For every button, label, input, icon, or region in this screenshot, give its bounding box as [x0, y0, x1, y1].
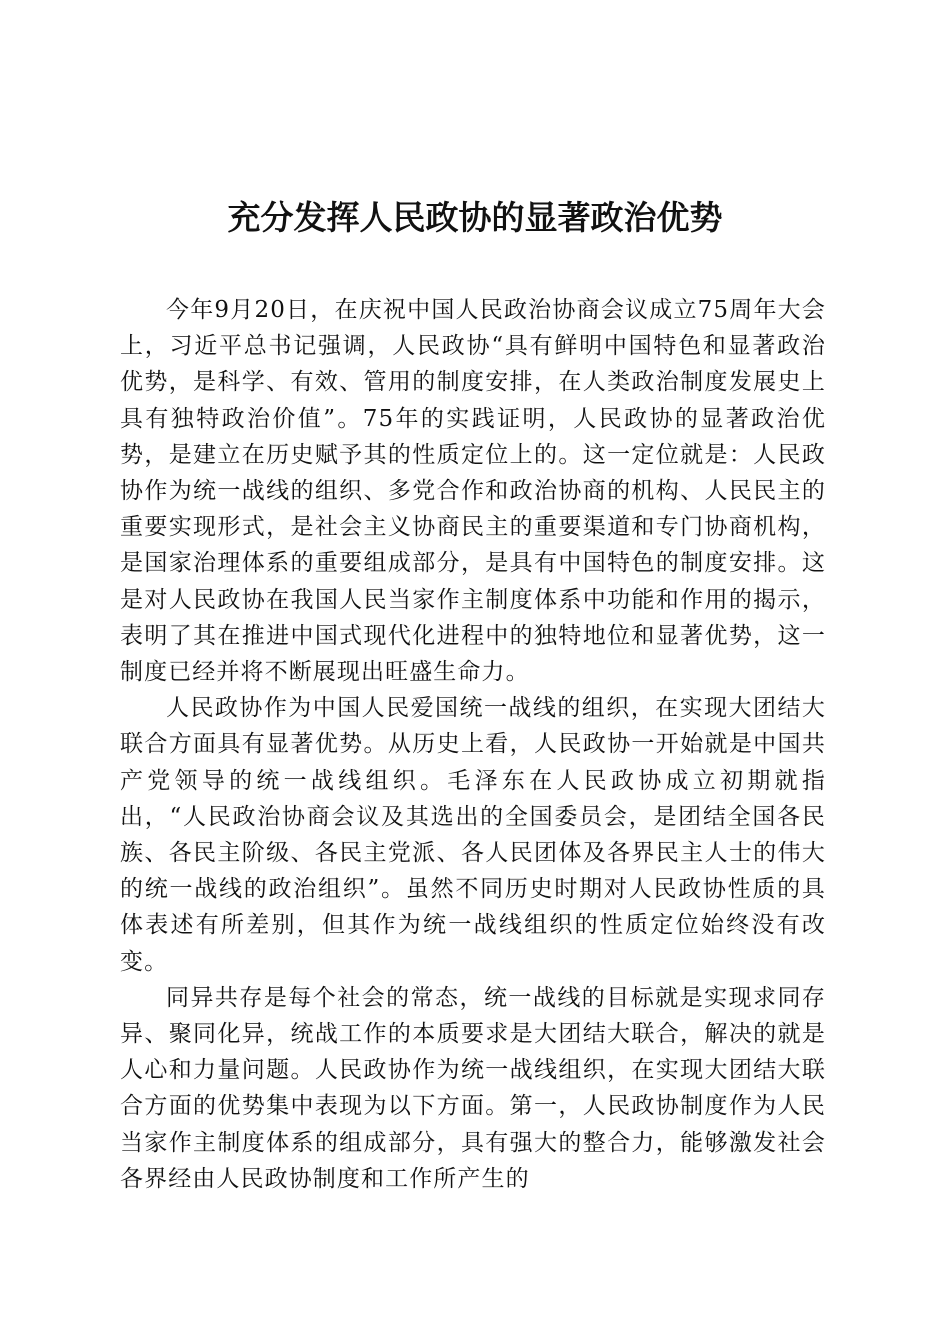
- paragraph-3: 同异共存是每个社会的常态，统一战线的目标就是实现求同存异、聚同化异，统战工作的本质要求是大团结大联合，解决的就是人心和力量问题。人民政协作为统一战线组织，在实现大团结大联合方面的优势集中表现为以下方面。第一，人民政协制度作为人民当家作主制度体系的组成部分，具有强大的整合力，能够激发社会各界经由人民政协制度和工作所产生的: [120, 984, 826, 1192]
- paragraph-1: 今年9月20日，在庆祝中国人民政治协商会议成立75周年大会上，习近平总书记强调，人民政协“具有鲜明中国特色和显著政治优势，是科学、有效、管用的制度安排，在人类政治制度发展史上具有独特政治价值”。75年的实践证明，人民政协的显著政治优势，是建立在历史赋予其的性质定位上的。这一定位就是：人民政协作为统一战线的组织、多党合作和政治协商的机构、人民民主的重要实现形式，是社会主义协商民主的重要渠道和专门协商机构，是国家治理体系的重要组成部分，是具有中国特色的制度安排。这是对人民政协在我国人民当家作主制度体系中功能和作用的揭示，表明了其在推进中国式现代化进程中的独特地位和显著优势，这一制度已经并将不断展现出旺盛生命力。: [120, 297, 826, 686]
- document-title: 充分发挥人民政协的显著政治优势: [227, 198, 723, 237]
- paragraph-2: 人民政协作为中国人民爱国统一战线的组织，在实现大团结大联合方面具有显著优势。从历史上看，人民政协一开始就是中国共产党领导的统一战线组织。毛泽东在人民政协成立初期就指出，“人民政治协商会议及其选出的全国委员会，是团结全国各民族、各民主阶级、各民主党派、各人民团体及各界民主人士的伟大的统一战线的政治组织”。虽然不同历史时期对人民政协性质的具体表述有所差别，但其作为统一战线组织的性质定位始终没有改变。: [120, 695, 826, 975]
- document-body: [120, 292, 826, 1197]
